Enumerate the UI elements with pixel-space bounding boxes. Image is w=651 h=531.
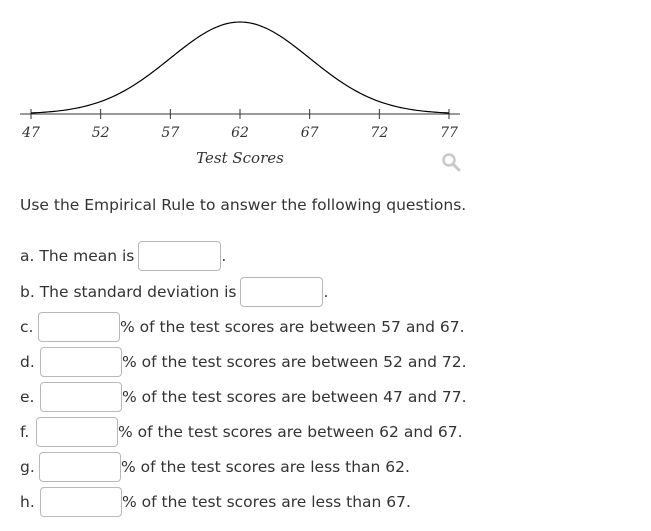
- question-a: [20, 241, 226, 271]
- question-f-letter: f.: [20, 423, 30, 441]
- question-g-text: % of the test scores are less than 62.: [121, 458, 410, 476]
- question-f-input[interactable]: [36, 417, 118, 447]
- question-c: [20, 312, 465, 342]
- x-tick-label-72: 72: [370, 125, 389, 141]
- question-g-letter: g.: [20, 458, 35, 476]
- question-c-text: % of the test scores are between 57 and 67.: [120, 318, 465, 336]
- x-tick-label-52: 52: [91, 125, 110, 141]
- x-axis-title: Test Scores: [196, 149, 284, 167]
- standard-deviation-input[interactable]: [240, 277, 323, 307]
- question-d-letter: d.: [20, 353, 35, 371]
- question-f: [20, 417, 463, 447]
- question-f-text: % of the test scores are between 62 and 67.: [118, 423, 463, 441]
- x-tick-label-67: 67: [300, 125, 319, 141]
- normal-curve: [31, 22, 449, 113]
- question-e-text: % of the test scores are between 47 and 77.: [122, 388, 467, 406]
- x-tick-label-62: 62: [231, 125, 249, 141]
- question-g-input[interactable]: [39, 452, 121, 482]
- question-e-letter: e.: [20, 388, 35, 406]
- question-e-input[interactable]: [40, 382, 122, 412]
- question-a-label: a. The mean is: [20, 247, 135, 265]
- question-b: [20, 277, 328, 307]
- question-a-suffix: .: [221, 247, 227, 265]
- question-d-text: % of the test scores are between 52 and 72.: [122, 353, 467, 371]
- question-g: [20, 452, 410, 482]
- question-d: [20, 347, 467, 377]
- x-tick-label-47: 47: [22, 125, 40, 141]
- question-h-letter: h.: [20, 493, 35, 511]
- question-h-input[interactable]: [40, 487, 122, 517]
- mean-input[interactable]: [138, 241, 221, 271]
- instructions-text: Use the Empirical Rule to answer the following questions.: [20, 196, 467, 214]
- question-b-label: b. The standard deviation is: [20, 283, 237, 301]
- question-h-text: % of the test scores are less than 67.: [122, 493, 411, 511]
- x-tick-label-77: 77: [440, 125, 458, 141]
- x-tick-label-57: 57: [161, 125, 180, 141]
- bell-curve-chart: [0, 0, 480, 180]
- magnifier-icon[interactable]: [441, 152, 461, 172]
- question-h: [20, 487, 411, 517]
- question-c-input[interactable]: [38, 312, 120, 342]
- question-d-input[interactable]: [40, 347, 122, 377]
- question-b-suffix: .: [323, 283, 329, 301]
- question-e: [20, 382, 467, 412]
- question-c-letter: c.: [20, 318, 34, 336]
